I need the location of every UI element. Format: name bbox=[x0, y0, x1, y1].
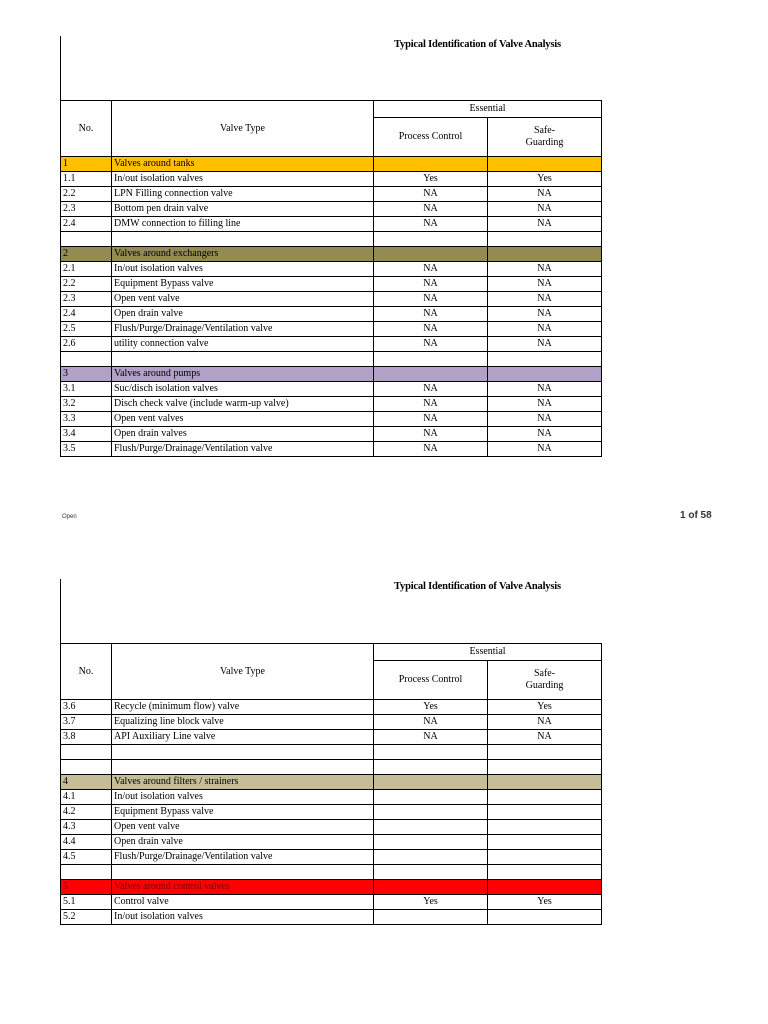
row-valve-type: Open vent valves bbox=[112, 412, 374, 427]
table-row bbox=[61, 427, 602, 442]
table-row bbox=[61, 715, 602, 730]
row-number: 3.1 bbox=[61, 382, 112, 397]
row-safe-guarding: NA bbox=[488, 262, 602, 277]
row-number: 2.4 bbox=[61, 217, 112, 232]
row-process-control: NA bbox=[374, 412, 488, 427]
section-row bbox=[61, 247, 602, 262]
row-valve-type: Control valve bbox=[112, 895, 374, 910]
header-valve-type: Valve Type bbox=[112, 644, 374, 700]
row-process-control: NA bbox=[374, 307, 488, 322]
table-row bbox=[61, 262, 602, 277]
row-safe-guarding bbox=[488, 805, 602, 820]
row-process-control bbox=[374, 835, 488, 850]
row-number: 3 bbox=[61, 367, 112, 382]
row-valve-type: Flush/Purge/Drainage/Ventilation valve bbox=[112, 322, 374, 337]
row-number: 2 bbox=[61, 247, 112, 262]
empty-cell bbox=[61, 745, 112, 760]
row-safe-guarding: NA bbox=[488, 187, 602, 202]
row-safe-guarding: NA bbox=[488, 382, 602, 397]
row-number: 4.2 bbox=[61, 805, 112, 820]
table-row bbox=[61, 805, 602, 820]
row-valve-type: LPN Filling connection valve bbox=[112, 187, 374, 202]
row-valve-type: Flush/Purge/Drainage/Ventilation valve bbox=[112, 850, 374, 865]
row-valve-type: Open drain valve bbox=[112, 835, 374, 850]
row-valve-type: Disch check valve (include warm-up valve) bbox=[112, 397, 374, 412]
header-essential: Essential bbox=[374, 101, 602, 118]
row-process-control bbox=[374, 247, 488, 262]
row-safe-guarding bbox=[488, 247, 602, 262]
row-number: 3.6 bbox=[61, 700, 112, 715]
row-number: 2.2 bbox=[61, 187, 112, 202]
table-row bbox=[61, 442, 602, 457]
row-process-control: NA bbox=[374, 715, 488, 730]
header-process-control: Process Control bbox=[374, 118, 488, 157]
header-process-control: Process Control bbox=[374, 661, 488, 700]
row-valve-type: Equipment Bypass valve bbox=[112, 277, 374, 292]
table-row bbox=[61, 820, 602, 835]
table-row bbox=[61, 790, 602, 805]
row-process-control: NA bbox=[374, 292, 488, 307]
row-process-control: NA bbox=[374, 277, 488, 292]
empty-cell bbox=[374, 865, 488, 880]
row-valve-type: API Auxiliary Line valve bbox=[112, 730, 374, 745]
row-number: 4 bbox=[61, 775, 112, 790]
left-margin-line bbox=[60, 579, 61, 644]
empty-cell bbox=[374, 760, 488, 775]
row-valve-type: Open vent valve bbox=[112, 292, 374, 307]
row-valve-type: Suc/disch isolation valves bbox=[112, 382, 374, 397]
row-process-control: NA bbox=[374, 322, 488, 337]
row-valve-type: Valves around tanks bbox=[112, 157, 374, 172]
row-number: 2.3 bbox=[61, 292, 112, 307]
table-row bbox=[61, 187, 602, 202]
row-number: 2.6 bbox=[61, 337, 112, 352]
table-row bbox=[61, 172, 602, 187]
row-process-control bbox=[374, 157, 488, 172]
row-safe-guarding: Yes bbox=[488, 895, 602, 910]
row-safe-guarding: NA bbox=[488, 322, 602, 337]
row-process-control: Yes bbox=[374, 700, 488, 715]
header-valve-type: Valve Type bbox=[112, 101, 374, 157]
row-number: 2.5 bbox=[61, 322, 112, 337]
empty-cell bbox=[61, 865, 112, 880]
row-valve-type: In/out isolation valves bbox=[112, 790, 374, 805]
row-process-control: NA bbox=[374, 187, 488, 202]
row-process-control bbox=[374, 775, 488, 790]
row-number: 2.1 bbox=[61, 262, 112, 277]
blank-row bbox=[61, 232, 602, 247]
page-title: Typical Identification of Valve Analysis bbox=[394, 581, 561, 592]
table-row bbox=[61, 730, 602, 745]
row-safe-guarding: NA bbox=[488, 292, 602, 307]
section-row bbox=[61, 775, 602, 790]
row-process-control bbox=[374, 850, 488, 865]
row-process-control: NA bbox=[374, 202, 488, 217]
empty-cell bbox=[112, 745, 374, 760]
blank-row bbox=[61, 745, 602, 760]
row-process-control: Yes bbox=[374, 172, 488, 187]
footer-classification: Open bbox=[62, 514, 77, 520]
row-safe-guarding: NA bbox=[488, 427, 602, 442]
row-number: 4.5 bbox=[61, 850, 112, 865]
row-safe-guarding: NA bbox=[488, 217, 602, 232]
page-title: Typical Identification of Valve Analysis bbox=[394, 39, 561, 50]
row-valve-type: Valves around control valves bbox=[112, 880, 374, 895]
empty-cell bbox=[61, 232, 112, 247]
row-safe-guarding bbox=[488, 835, 602, 850]
row-safe-guarding: NA bbox=[488, 412, 602, 427]
empty-cell bbox=[61, 760, 112, 775]
empty-cell bbox=[374, 232, 488, 247]
header-row bbox=[61, 101, 602, 118]
row-valve-type: Open drain valve bbox=[112, 307, 374, 322]
row-safe-guarding: NA bbox=[488, 277, 602, 292]
row-safe-guarding: NA bbox=[488, 730, 602, 745]
row-number: 5.1 bbox=[61, 895, 112, 910]
row-valve-type: Valves around pumps bbox=[112, 367, 374, 382]
row-number: 3.4 bbox=[61, 427, 112, 442]
row-process-control: NA bbox=[374, 337, 488, 352]
table-row bbox=[61, 292, 602, 307]
row-process-control bbox=[374, 880, 488, 895]
empty-cell bbox=[112, 232, 374, 247]
table-row bbox=[61, 397, 602, 412]
table-row bbox=[61, 307, 602, 322]
header-safe-guarding: Safe- Guarding bbox=[488, 661, 602, 700]
table-row bbox=[61, 277, 602, 292]
row-process-control bbox=[374, 820, 488, 835]
row-valve-type: In/out isolation valves bbox=[112, 910, 374, 925]
empty-cell bbox=[488, 232, 602, 247]
row-valve-type: Valves around exchangers bbox=[112, 247, 374, 262]
header-no: No. bbox=[61, 644, 112, 700]
row-safe-guarding bbox=[488, 850, 602, 865]
section-row bbox=[61, 880, 602, 895]
table-row bbox=[61, 382, 602, 397]
row-number: 4.1 bbox=[61, 790, 112, 805]
table-row bbox=[61, 412, 602, 427]
row-safe-guarding bbox=[488, 910, 602, 925]
row-safe-guarding bbox=[488, 820, 602, 835]
row-number: 1 bbox=[61, 157, 112, 172]
row-safe-guarding bbox=[488, 157, 602, 172]
table-row bbox=[61, 835, 602, 850]
row-safe-guarding: NA bbox=[488, 337, 602, 352]
row-valve-type: Valves around filters / strainers bbox=[112, 775, 374, 790]
row-number: 3.7 bbox=[61, 715, 112, 730]
row-valve-type: DMW connection to filling line bbox=[112, 217, 374, 232]
row-number: 3.5 bbox=[61, 442, 112, 457]
row-number: 4.4 bbox=[61, 835, 112, 850]
section-row bbox=[61, 157, 602, 172]
table-row bbox=[61, 700, 602, 715]
empty-cell bbox=[488, 865, 602, 880]
row-number: 1.1 bbox=[61, 172, 112, 187]
document-page-2 bbox=[0, 540, 768, 1024]
row-process-control bbox=[374, 805, 488, 820]
table-row bbox=[61, 850, 602, 865]
row-number: 2.2 bbox=[61, 277, 112, 292]
table-row bbox=[61, 337, 602, 352]
row-safe-guarding bbox=[488, 367, 602, 382]
row-valve-type: Open vent valve bbox=[112, 820, 374, 835]
row-process-control bbox=[374, 790, 488, 805]
row-process-control: NA bbox=[374, 427, 488, 442]
row-valve-type: In/out isolation valves bbox=[112, 172, 374, 187]
empty-cell bbox=[61, 352, 112, 367]
header-safe-guarding: Safe- Guarding bbox=[488, 118, 602, 157]
row-process-control: NA bbox=[374, 730, 488, 745]
empty-cell bbox=[112, 760, 374, 775]
row-safe-guarding: NA bbox=[488, 202, 602, 217]
page-number: 1 of 58 bbox=[680, 510, 712, 521]
row-number: 4.3 bbox=[61, 820, 112, 835]
row-process-control: NA bbox=[374, 397, 488, 412]
empty-cell bbox=[488, 760, 602, 775]
row-process-control: NA bbox=[374, 442, 488, 457]
section-row bbox=[61, 367, 602, 382]
row-process-control: NA bbox=[374, 382, 488, 397]
empty-cell bbox=[374, 745, 488, 760]
row-process-control: NA bbox=[374, 262, 488, 277]
blank-row bbox=[61, 760, 602, 775]
header-no: No. bbox=[61, 101, 112, 157]
empty-cell bbox=[112, 865, 374, 880]
row-valve-type: utility connection valve bbox=[112, 337, 374, 352]
row-valve-type: Open drain valves bbox=[112, 427, 374, 442]
row-number: 3.8 bbox=[61, 730, 112, 745]
row-number: 3.3 bbox=[61, 412, 112, 427]
empty-cell bbox=[488, 352, 602, 367]
row-safe-guarding: Yes bbox=[488, 172, 602, 187]
table-row bbox=[61, 202, 602, 217]
row-safe-guarding bbox=[488, 790, 602, 805]
row-safe-guarding: NA bbox=[488, 307, 602, 322]
row-process-control: Yes bbox=[374, 895, 488, 910]
row-valve-type: Equalizing line block valve bbox=[112, 715, 374, 730]
row-process-control bbox=[374, 367, 488, 382]
row-number: 2.3 bbox=[61, 202, 112, 217]
row-valve-type: Recycle (minimum flow) valve bbox=[112, 700, 374, 715]
row-process-control bbox=[374, 910, 488, 925]
valve-table bbox=[60, 643, 602, 925]
row-safe-guarding: Yes bbox=[488, 700, 602, 715]
empty-cell bbox=[112, 352, 374, 367]
row-valve-type: Equipment Bypass valve bbox=[112, 805, 374, 820]
row-safe-guarding: NA bbox=[488, 715, 602, 730]
row-safe-guarding: NA bbox=[488, 442, 602, 457]
table-row bbox=[61, 895, 602, 910]
header-essential: Essential bbox=[374, 644, 602, 661]
row-number: 5.2 bbox=[61, 910, 112, 925]
empty-cell bbox=[374, 352, 488, 367]
row-safe-guarding bbox=[488, 880, 602, 895]
row-valve-type: Flush/Purge/Drainage/Ventilation valve bbox=[112, 442, 374, 457]
left-margin-line bbox=[60, 36, 61, 101]
table-row bbox=[61, 217, 602, 232]
header-row bbox=[61, 644, 602, 661]
blank-row bbox=[61, 865, 602, 880]
row-process-control: NA bbox=[374, 217, 488, 232]
table-row bbox=[61, 322, 602, 337]
row-safe-guarding bbox=[488, 775, 602, 790]
row-safe-guarding: NA bbox=[488, 397, 602, 412]
row-valve-type: Bottom pen drain valve bbox=[112, 202, 374, 217]
row-number: 5 bbox=[61, 880, 112, 895]
table-row bbox=[61, 910, 602, 925]
row-valve-type: In/out isolation valves bbox=[112, 262, 374, 277]
row-number: 2.4 bbox=[61, 307, 112, 322]
empty-cell bbox=[488, 745, 602, 760]
blank-row bbox=[61, 352, 602, 367]
row-number: 3.2 bbox=[61, 397, 112, 412]
valve-table bbox=[60, 100, 602, 457]
